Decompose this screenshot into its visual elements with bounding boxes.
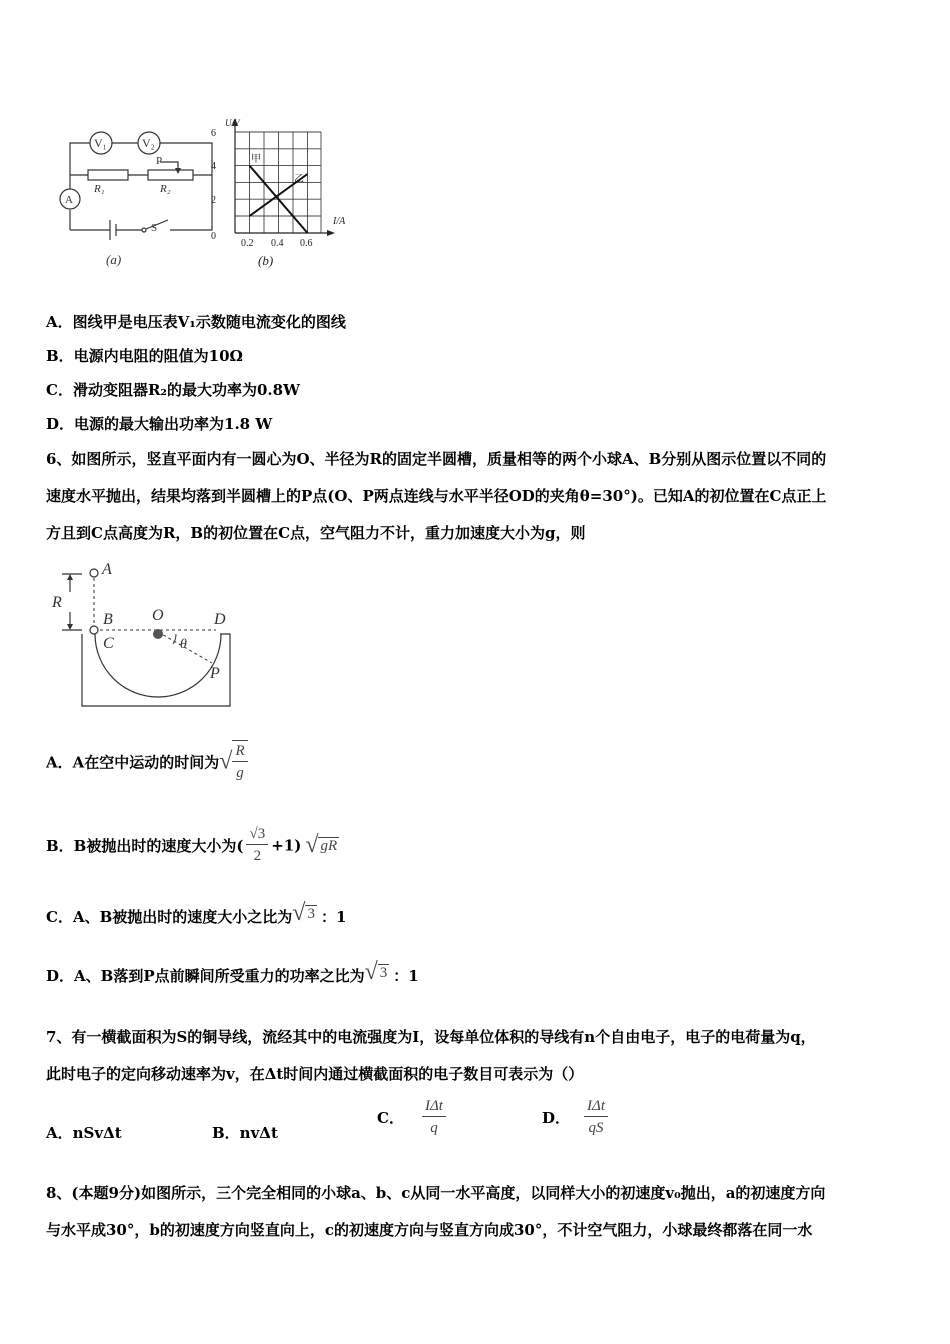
q6-option-c-text: C．A、B被抛出时的速度大小之比为 — [46, 908, 293, 926]
label-yi: 乙 — [294, 174, 304, 185]
q7-stem-line2: 此时电子的定向移动速率为v，在Δt时间内通过横截面积的电子数目可表示为（） — [46, 1065, 584, 1083]
q7-option-c-den: q — [430, 1120, 438, 1136]
fig-label-p: P — [210, 665, 220, 682]
q6-option-b-mid: +1) — [271, 836, 302, 855]
fig-label-c: C — [103, 635, 114, 652]
q6-option-b-den: 2 — [253, 848, 262, 864]
q7-option-d — [542, 1096, 611, 1139]
q6-option-b-num: √3 — [246, 824, 268, 845]
q5-option-d: D．电源的最大输出功率为1.8 W — [46, 415, 273, 433]
label-v2: V₂ — [142, 136, 155, 150]
semicircle-groove-figure — [48, 556, 238, 714]
q6-option-d-tail: ：1 — [393, 967, 419, 985]
q6-option-a-text: A．A在空中运动的时间为 — [46, 753, 220, 772]
graph-grid — [235, 132, 321, 233]
q7-option-d-den: qS — [588, 1120, 604, 1136]
fig-label-o: O — [152, 607, 164, 624]
q5-option-b: B．电源内电阻的阻值为10Ω — [46, 347, 243, 365]
q7-option-a: A．nSvΔt — [46, 1124, 122, 1142]
fig-label-b: B — [103, 611, 113, 628]
y-tick-4: 4 — [211, 161, 216, 172]
q6-option-a-num: R — [232, 741, 247, 762]
q7-option-d-label: D． — [542, 1109, 571, 1127]
label-ammeter: A — [65, 194, 73, 206]
x-axis-arrow-icon — [327, 230, 335, 236]
fig-label-theta: θ — [180, 637, 187, 652]
q6-option-d-text: D．A、B落到P点前瞬间所受重力的功率之比为 — [46, 967, 365, 985]
y-tick-2: 2 — [211, 195, 216, 206]
circuit-figure — [50, 118, 225, 273]
fig-label-d: D — [214, 611, 226, 628]
center-o-icon — [153, 629, 163, 639]
q6-option-a-den: g — [236, 765, 244, 781]
x-tick-0.4: 0.4 — [271, 238, 284, 249]
q5-option-c: C．滑动变阻器R₂的最大功率为0.8W — [46, 381, 300, 399]
caption-a: (a) — [106, 252, 122, 267]
q7-option-d-num: IΔt — [584, 1096, 608, 1117]
q6-option-a-sqrt: √ $\frac{R}{g}$ — [219, 740, 247, 784]
q6-option-a — [46, 740, 248, 784]
q6-stem-line3: 方且到C点高度为R，B的初位置在C点，空气阻力不计，重力加速度大小为g，则 — [46, 524, 586, 542]
ball-b-icon — [90, 626, 98, 634]
x-tick-0.2: 0.2 — [241, 238, 254, 249]
label-r2: R₂ — [160, 183, 171, 195]
q7-option-c-num: IΔt — [422, 1096, 446, 1117]
y-tick-0: 0 — [211, 231, 216, 242]
label-p: P — [156, 155, 163, 167]
q6-stem-line1: 6、如图所示，竖直平面内有一圆心为O、半径为R的固定半圆槽，质量相等的两个小球A、B分别从图示位置以不同的 — [46, 450, 827, 468]
x-tick-0.6: 0.6 — [300, 238, 313, 249]
fig-label-a: A — [102, 561, 112, 578]
q6-option-c: C．A、B被抛出时的速度大小之比为√ 3 ：1 — [46, 900, 347, 926]
q6-option-d-sqrt: 3 — [379, 964, 388, 981]
q8-stem-line2: 与水平成30°，b的初速度方向竖直向上，c的初速度方向与竖直方向成30°，不计空气阻力，小球最终都落在同一水 — [46, 1221, 813, 1239]
label-v1: V₁ — [94, 136, 107, 150]
q6-option-d: D．A、B落到P点前瞬间所受重力的功率之比为√ 3 ：1 — [46, 959, 419, 985]
caption-b: (b) — [258, 253, 274, 268]
q6-option-c-tail: ：1 — [320, 908, 347, 926]
y-tick-6: 6 — [211, 128, 216, 139]
q5-option-a: A．图线甲是电压表V₁示数随电流变化的图线 — [46, 313, 346, 331]
label-jia: 甲 — [251, 154, 261, 165]
q6-stem-line2: 速度水平抛出，结果均落到半圆槽上的P点(O、P两点连线与水平半径OD的夹角θ=30°)。已知A的初位置在C点正上 — [46, 487, 827, 505]
q7-stem-line1: 7、有一横截面积为S的铜导线，流经其中的电流强度为I，设每单位体积的导线有n个自由电子，电子的电荷量为q， — [46, 1028, 816, 1046]
ui-graph-figure — [203, 112, 363, 272]
q6-option-b: B．B被抛出时的速度大小为( $\frac{√3}{2}$ +1) √ gR — [46, 824, 339, 867]
q6-option-b-text: B．B被抛出时的速度大小为( — [46, 837, 244, 855]
label-switch: S — [151, 222, 158, 234]
x-axis-label: I/A — [333, 216, 346, 227]
q7-option-b: B．nvΔt — [212, 1124, 278, 1142]
ball-a-icon — [90, 569, 98, 577]
q7-option-c-label: C． — [377, 1109, 404, 1127]
q8-stem-line1: 8、(本题9分)如图所示，三个完全相同的小球a、b、c从同一水平高度，以同样大小的初速度v₀抛出，a的初速度方向 — [46, 1184, 826, 1202]
q6-option-c-sqrt: 3 — [307, 905, 315, 922]
label-r1: R₁ — [94, 183, 105, 195]
fig-label-r: R — [52, 594, 62, 611]
q7-option-c — [377, 1096, 449, 1139]
y-axis-label: U/V — [225, 118, 240, 128]
q6-option-b-sqrt: gR — [320, 837, 338, 854]
